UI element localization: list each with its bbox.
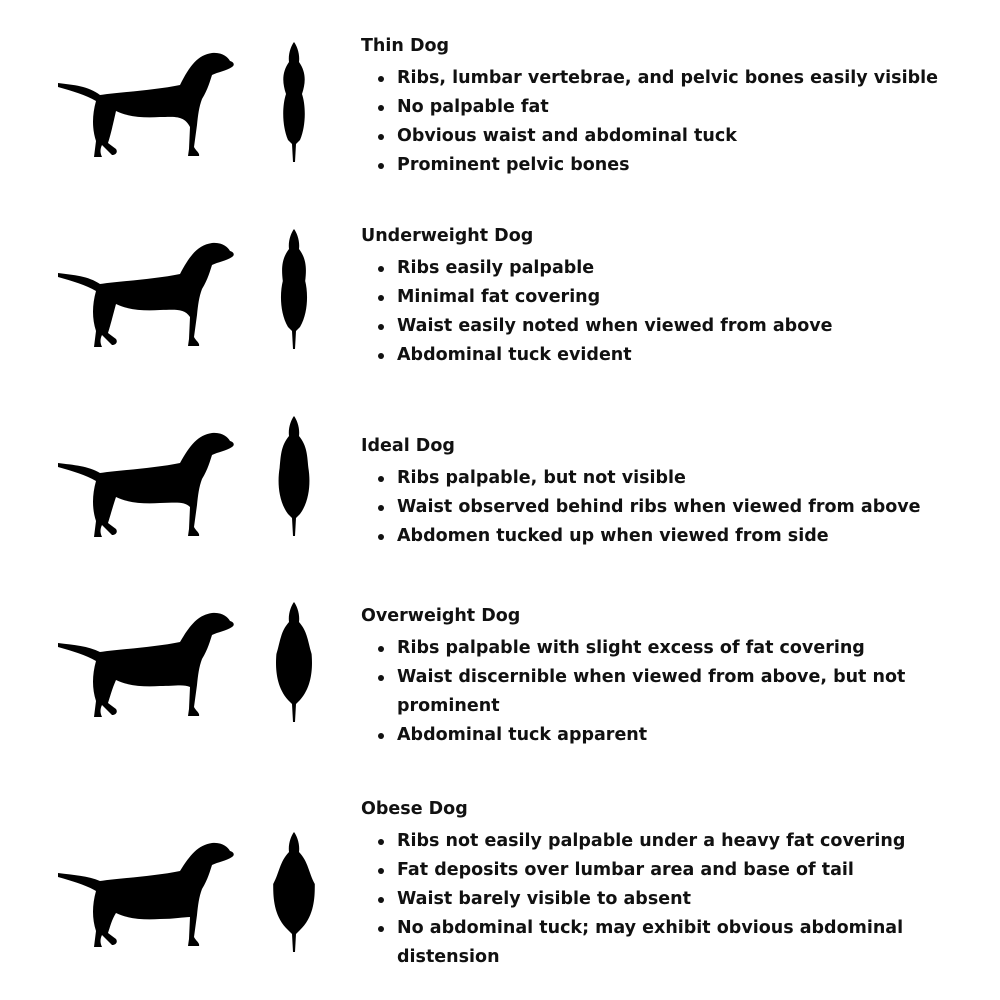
- condition-title: Ideal Dog: [361, 436, 455, 456]
- condition-bullet: Waist easily noted when viewed from above: [361, 312, 961, 341]
- condition-title: Underweight Dog: [361, 226, 534, 246]
- condition-bullet: Fat deposits over lumbar area and base of tail: [361, 856, 961, 885]
- condition-title: Thin Dog: [361, 36, 450, 56]
- dog-side-silhouette-icon: [52, 605, 237, 725]
- condition-bullet: Ribs easily palpable: [361, 254, 961, 283]
- condition-bullet-list: [361, 64, 961, 180]
- condition-bullet: Waist discernible when viewed from above, but not prominent: [361, 663, 961, 721]
- condition-bullet: Abdomen tucked up when viewed from side: [361, 522, 961, 551]
- condition-bullet: Ribs palpable, but not visible: [361, 464, 961, 493]
- condition-bullet: No palpable fat: [361, 93, 961, 122]
- condition-text-block: [361, 605, 961, 750]
- condition-text-block: [361, 798, 961, 972]
- condition-bullet: Ribs palpable with slight excess of fat covering: [361, 634, 961, 663]
- condition-text-block: [361, 225, 961, 370]
- condition-text-block: [361, 435, 961, 551]
- condition-bullet: Waist barely visible to absent: [361, 885, 961, 914]
- condition-bullet: Abdominal tuck evident: [361, 341, 961, 370]
- condition-bullet-list: [361, 634, 961, 750]
- condition-bullet: Waist observed behind ribs when viewed from above: [361, 493, 961, 522]
- condition-bullet: Obvious waist and abdominal tuck: [361, 122, 961, 151]
- dog-top-silhouette-icon: [276, 414, 312, 539]
- dog-side-silhouette-icon: [52, 45, 237, 165]
- condition-bullet: Prominent pelvic bones: [361, 151, 961, 180]
- condition-text-block: [361, 35, 961, 180]
- condition-bullet: Minimal fat covering: [361, 283, 961, 312]
- condition-bullet: Abdominal tuck apparent: [361, 721, 961, 750]
- dog-top-silhouette-icon: [276, 227, 312, 352]
- dog-top-silhouette-icon: [276, 830, 312, 955]
- condition-title: Obese Dog: [361, 799, 468, 819]
- condition-bullet: Ribs, lumbar vertebrae, and pelvic bones easily visible: [361, 64, 961, 93]
- condition-bullet-list: [361, 827, 961, 972]
- condition-bullet: Ribs not easily palpable under a heavy fat covering: [361, 827, 961, 856]
- dog-top-silhouette-icon: [276, 600, 312, 725]
- condition-bullet: No abdominal tuck; may exhibit obvious abdominal distension: [361, 914, 961, 972]
- condition-bullet-list: [361, 464, 961, 551]
- dog-side-silhouette-icon: [52, 835, 237, 955]
- dog-side-silhouette-icon: [52, 235, 237, 355]
- dog-side-silhouette-icon: [52, 425, 237, 545]
- dog-top-silhouette-icon: [276, 40, 312, 165]
- condition-bullet-list: [361, 254, 961, 370]
- condition-title: Overweight Dog: [361, 606, 521, 626]
